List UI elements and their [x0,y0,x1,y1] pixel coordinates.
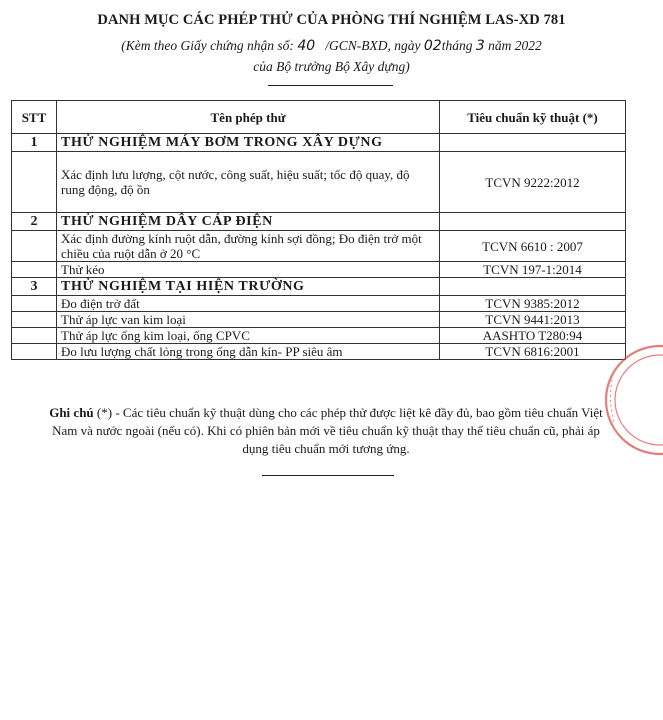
test-name: Đo điện trở đất [57,296,440,312]
stt-cell-empty [12,262,57,278]
month-word: tháng [441,38,473,53]
subtitle-prefix: (Kèm theo Giấy chứng nhận số: [121,38,294,53]
document-title: DANH MỤC CÁC PHÉP THỬ CỦA PHÒNG THÍ NGHIỆM LAS-XD 781 [97,12,566,28]
table-row [12,152,626,213]
group-standard-empty [440,213,626,231]
test-standard: TCVN 9222:2012 [440,152,626,213]
stt-cell-empty [12,312,57,328]
test-name: Thử áp lực van kim loại [57,312,440,328]
footnote-text: (*) - Các tiêu chuẩn kỹ thuật dùng cho các phép thử được liệt kê đầy đủ, bao gồm tiêu chuẩn Việt Nam và nước ngoài (nếu có). Khi có phiên bản mới về tiêu chuẩn kỹ thuật thay thế tiêu chuẩn cũ, phải áp dụng tiêu chuẩn mới tương ứng. [52,405,603,456]
test-standard: TCVN 6610 : 2007 [440,231,626,262]
subtitle-line-2: của Bộ trưởng Bộ Xây dựng) [253,59,410,74]
year-word: năm 2022 [488,38,542,53]
subtitle-mid: /GCN-BXD, ngày [325,38,421,53]
test-standard: TCVN 9441:2013 [440,312,626,328]
footnote-label: Ghi chú [49,405,94,420]
test-standard: TCVN 197-1:2014 [440,262,626,278]
certificate-number: 40 [297,38,316,54]
table-row [12,296,626,312]
document-subtitle [0,38,663,54]
table-row [12,231,626,262]
table-row [12,262,626,278]
group-standard-empty [440,278,626,296]
issue-day: 02 [423,38,442,54]
stt-cell-empty [12,296,57,312]
title-divider [268,85,393,86]
stt-cell-empty [12,152,57,213]
header-test-name: Tên phép thử [57,101,440,134]
header-stt: STT [12,101,57,134]
official-seal-stamp [600,340,663,460]
group-title: THỬ NGHIỆM DÂY CÁP ĐIỆN [57,213,440,231]
table-row [12,328,626,344]
group-title: THỬ NGHIỆM TẠI HIỆN TRƯỜNG [57,278,440,296]
stt-cell-empty [12,328,57,344]
test-standard: TCVN 6816:2001 [440,344,626,360]
table-row [12,312,626,328]
group-row-1 [12,134,626,152]
test-name: Thử kéo [57,262,440,278]
test-name: Đo lưu lượng chất lỏng trong ống dẫn kín- PP siêu âm [57,344,440,360]
header-standard: Tiêu chuẩn kỹ thuật (*) [440,101,626,134]
test-standard: AASHTO T280:94 [440,328,626,344]
group-title: THỬ NGHIỆM MÁY BƠM TRONG XÂY DỰNG [57,134,440,152]
test-name: Thử áp lực ống kim loại, ống CPVC [57,328,440,344]
footnote [40,404,612,458]
group-row-3 [12,278,626,296]
footnote-divider [262,475,394,476]
stt-cell-empty [12,231,57,262]
table-header-row [12,101,626,134]
group-row-2 [12,213,626,231]
test-list-table [11,100,626,360]
test-standard: TCVN 9385:2012 [440,296,626,312]
issue-month: 3 [475,38,485,54]
table-row [12,344,626,360]
test-name: Xác định đường kính ruột dẫn, đường kính sợi đồng; Đo điện trở một chiều của ruột dẫn ở 20 °C [57,231,440,262]
test-name: Xác định lưu lượng, cột nước, công suất, hiệu suất; tốc độ quay, độ rung động, độ ồn [57,152,440,213]
stt-cell-empty [12,344,57,360]
group-stt: 1 [12,134,57,152]
group-stt: 3 [12,278,57,296]
group-stt: 2 [12,213,57,231]
group-standard-empty [440,134,626,152]
